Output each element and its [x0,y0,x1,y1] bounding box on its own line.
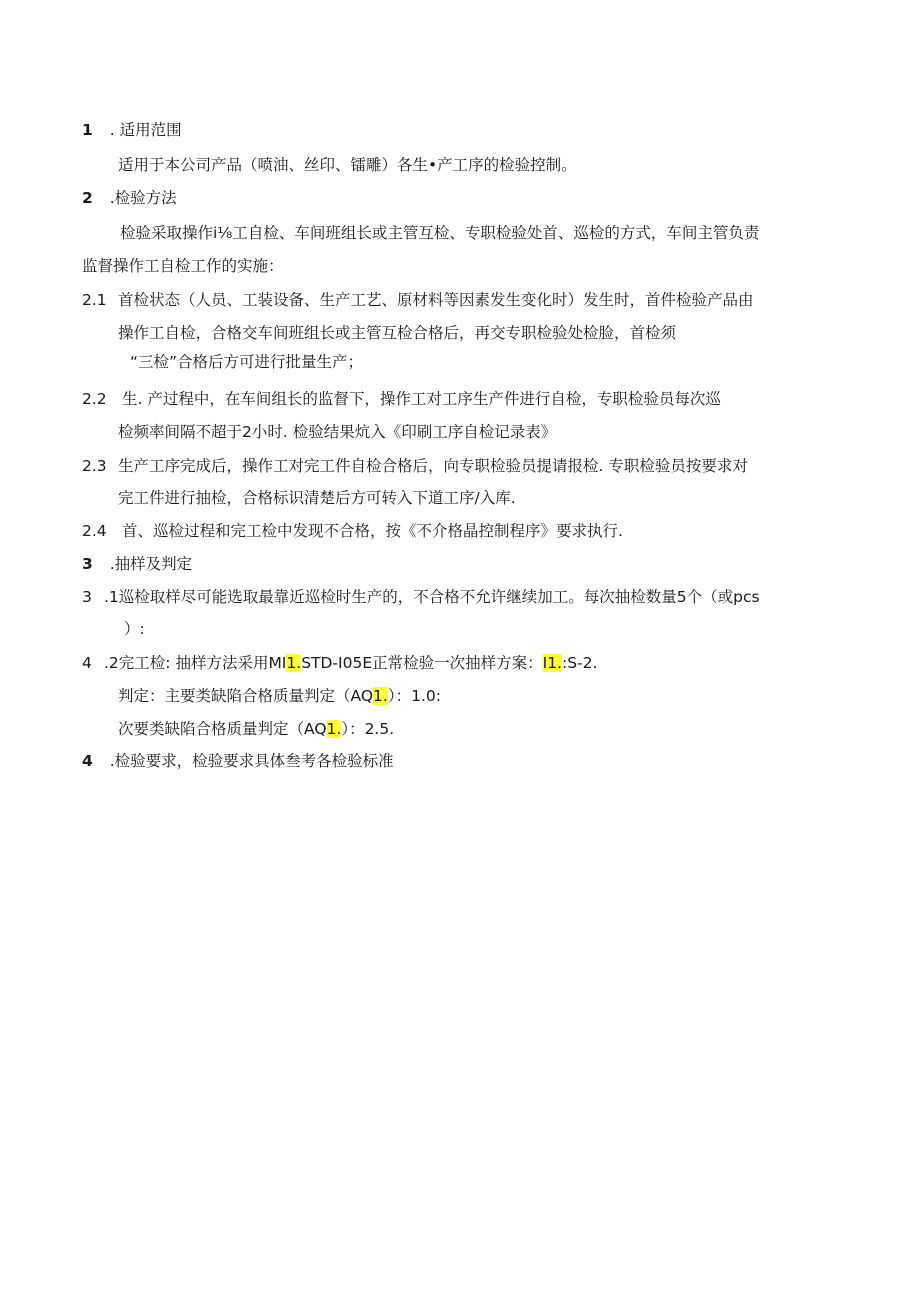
judgement-major: 判定：主要类缺陷合格质量判定（AQ1.）：1.0: [118,687,441,705]
section-2-body-line1: 检验采取操作i⅛工自检、车间班组长或主管互检、专职检验处首、巡检的方式，车间主管负责 [120,224,760,242]
item-3-1-num: 3 [82,588,92,606]
section-1-body: 适用于本公司产品（喷油、丝印、镭雕）各生•产工序的检验控制。 [118,156,577,174]
item-2-2-num: 2.2 [82,390,107,408]
section-3-heading: 3 .抽样及判定 [82,555,193,573]
item-2-3-num: 2.3 [82,457,107,475]
item-2-2-line2: 检频率间隔不超于2小时. 检验结果炕入《印刷工序自检记录表》 [118,423,557,441]
item-3-1-line2: ）: [124,620,145,638]
item-3-1-line1: .1巡检取样尽可能选取最靠近巡检时生产的，不合格不允许继续加工。每次抽检数量5个（或pcs [104,588,760,606]
item-2-1-line1: 首检状态（人员、工装设备、生产工艺、原材料等因素发生变化时）发生时，首件检验产品由 [118,291,754,309]
item-2-2-line1: 生. 产过程中，在车间组长的监督下，操作工对工序生产件进行自检，专职检验员每次巡 [122,390,721,408]
highlight-mark: 1. [286,654,302,672]
highlight-mark: 1. [373,687,388,705]
item-3-2-num: 4 [82,654,92,672]
section-2-heading: 2 .检验方法 [82,189,177,207]
item-3-2-line1: .2完工检: 抽样方法采用MI1.STD-I05E正常检验一次抽样方案：I1.:S-2. [104,654,598,672]
item-2-1-line2: 操作工自检，合格交车间班组长或主管互检合格后，再交专职检验处检脸，首检须 [118,324,677,342]
section-2-body-line2: 监督操作工自检工作的实施： [82,257,284,275]
highlight-mark: 1. [326,720,342,738]
section-4-heading: 4 .检验要求，检验要求具体叁考各检验标准 [82,752,394,770]
judgement-minor: 次要类缺陷合格质量判定（AQ1.）：2.5. [118,720,395,738]
item-2-1-line3: “三检”合格后方可进行批量生产； [130,353,364,371]
item-2-4-num: 2.4 [82,522,107,540]
item-2-1-num: 2.1 [82,291,107,309]
highlight-mark: I1. [542,654,562,672]
section-1-heading: 1 . 适用范围 [82,121,182,139]
item-2-4-line1: 首、巡检过程和完工检中发现不合格，按《不介格晶控制程序》要求执行. [122,522,623,540]
item-2-3-line1: 生产工序完成后，操作工对完工件自检合格后，向专职检验员提请报检. 专职检验员按要求对 [118,457,748,475]
item-2-3-line2: 完工件进行抽检，合格标识清楚后方可转入下道工序/入库. [118,489,516,507]
